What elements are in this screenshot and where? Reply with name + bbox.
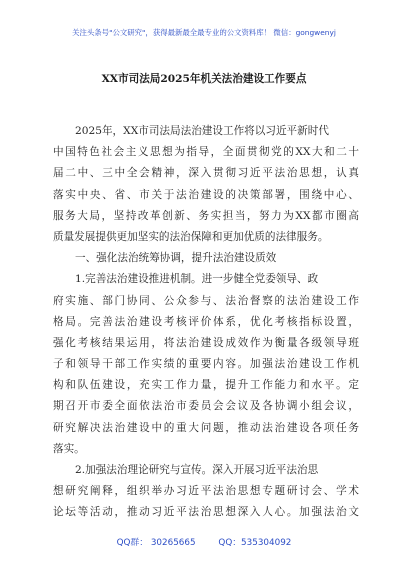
body-line: 府实施、部门协同、公众参与、法治督察的法治建设工作 xyxy=(53,294,359,307)
body-line: 2025年，XX市司法局法治建设工作将以习近平新时代 xyxy=(75,125,329,137)
body-line: 强化考核结果运用，将法治建设成效作为衡量各级领导班 xyxy=(53,336,359,349)
body-line: 论坛等活动，推动习近平法治思想深入人心。加强法治文 xyxy=(53,506,359,519)
body-line: 落实。 xyxy=(53,442,85,455)
body-line: 服务大局，坚持改革创新、务实担当，努力为XX都市圈高 xyxy=(53,209,359,222)
section-heading: 一、强化法治统筹协调，提升法治建设质效 xyxy=(75,252,277,265)
qq-number: QQ：535304092 xyxy=(218,538,292,548)
body-line: 1.完善法治建设推进机制。进一步健全党委领导、政 xyxy=(75,273,319,286)
body-line: 质量发展提供更加坚实的法治保障和更加优质的法律服务。 xyxy=(53,230,329,243)
body-line: 子和领导干部工作实绩的重要内容。加强法治建设工作机 xyxy=(53,358,359,371)
document-title: XX市司法局2025年机关法治建设工作要点 xyxy=(101,73,307,85)
qq-group: QQ群： 30265665 xyxy=(116,538,196,548)
body-line: 期召开市委全面依法治市委员会会议及各协调小组会议， xyxy=(53,400,359,413)
body-line: 2.加强法治理论研究与宣传。深入开展习近平法治思 xyxy=(75,464,319,476)
body-line: 落实中央、省、市关于法治建设的决策部署，围绕中心、 xyxy=(53,188,359,201)
document-body xyxy=(53,121,359,524)
body-line: 研究解决法治建设中的重大问题，推动法治建设各项任务 xyxy=(53,421,359,434)
body-line: 中国特色社会主义思想为指导，全面贯彻党的XX大和二十 xyxy=(53,146,359,159)
footer-contact xyxy=(0,535,408,548)
body-line: 想研究阐释，组织举办习近平法治思想专题研讨会、学术 xyxy=(53,485,359,498)
body-line: 构和队伍建设，充实工作力量，提升工作能力和水平。定 xyxy=(53,379,359,392)
body-line: 格局。完善法治建设考核评价体系，优化考核指标设置， xyxy=(53,315,359,328)
top-banner: 关注头条号"公文研究"，获得最新最全最专业的公文资料库！ 微信：gongwenyj xyxy=(72,28,336,37)
body-line: 届二中、三中全会精神，深入贯彻习近平法治思想，认真 xyxy=(53,167,359,180)
